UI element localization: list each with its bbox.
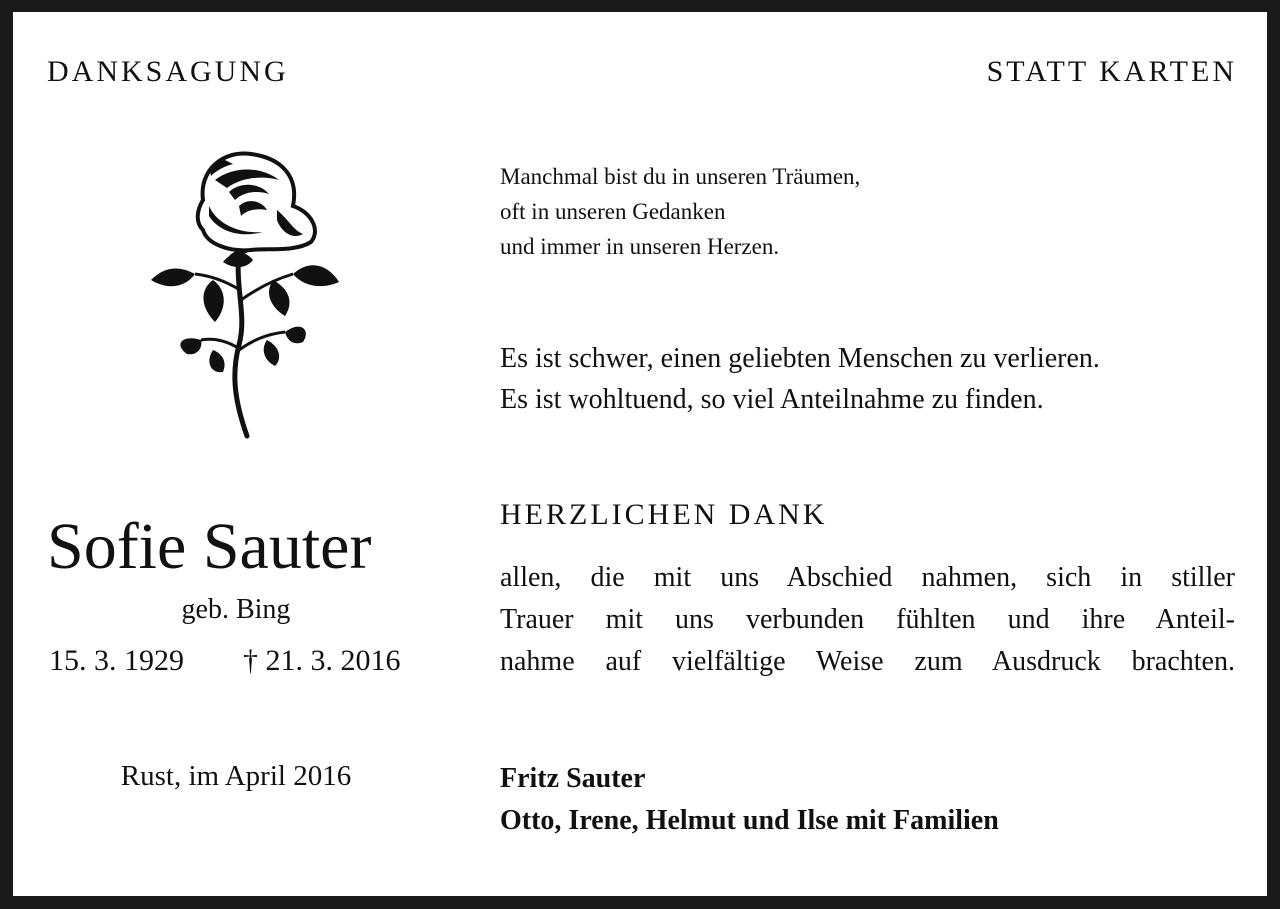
death-date: † 21. 3. 2016 (243, 644, 401, 677)
signer-line: Fritz Sauter (500, 763, 646, 794)
poem-line: oft in unseren Gedanken (500, 199, 726, 224)
poem-line: und immer in unseren Herzen. (500, 234, 780, 259)
quote (500, 338, 1100, 420)
thanks-heading: HERZLICHEN DANK (500, 498, 828, 531)
poem-line: Manchmal bist du in unseren Träumen, (500, 164, 861, 189)
quote-line: Es ist schwer, einen geliebten Menschen zu verlieren. (500, 343, 1100, 374)
header-thanks-label: DANKSAGUNG (47, 55, 289, 88)
thanks-line: Trauer mit uns verbunden fühlten und ihre Anteil- (500, 604, 1235, 635)
signer-line: Otto, Irene, Helmut und Ilse mit Familien (500, 805, 999, 836)
deceased-name: Sofie Sauter (47, 510, 372, 583)
header-instead-of-cards-label: STATT KARTEN (986, 55, 1237, 88)
thanks-line: nahme auf vielfältige Weise zum Ausdruck brachten. (500, 646, 1235, 677)
signers (500, 758, 999, 842)
rose-icon (143, 140, 343, 440)
quote-line: Es ist wohltuend, so viel Anteilnahme zu finden. (500, 384, 1044, 415)
birth-name: geb. Bing (181, 594, 291, 625)
birth-date: 15. 3. 1929 (49, 644, 184, 677)
thanks-text (500, 557, 1235, 683)
poem (500, 159, 860, 264)
obituary-card (13, 12, 1267, 896)
thanks-line: allen, die mit uns Abschied nahmen, sich in stiller (500, 562, 1235, 593)
place-date: Rust, im April 2016 (120, 760, 352, 792)
